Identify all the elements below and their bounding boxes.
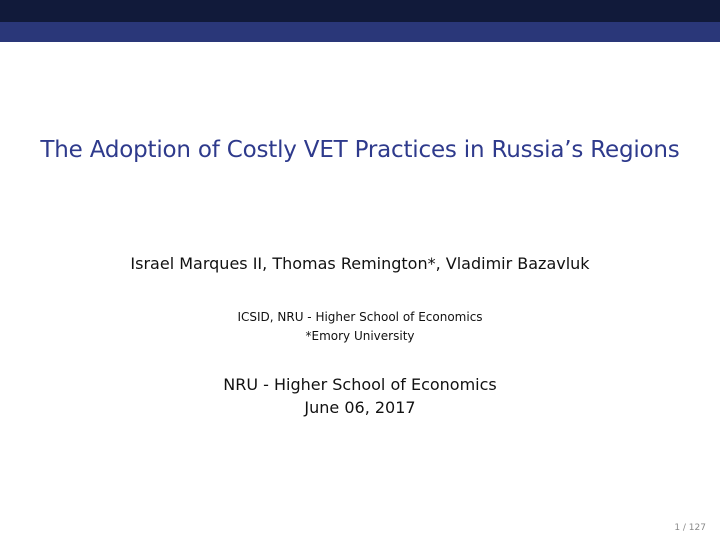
affiliation-line: ICSID, NRU - Higher School of Economics <box>237 310 483 324</box>
affiliations <box>60 308 660 346</box>
institute-block <box>60 373 660 419</box>
institute-name: NRU - Higher School of Economics <box>223 375 497 394</box>
page-number: 1 / 127 <box>674 523 706 533</box>
affiliation-line: *Emory University <box>305 329 415 343</box>
header-bar-top <box>0 0 720 22</box>
presentation-date: June 06, 2017 <box>304 398 416 417</box>
slide-title: The Adoption of Costly VET Practices in Russia’s Regions <box>40 137 680 163</box>
header-bar-bottom <box>0 22 720 42</box>
authors: Israel Marques II, Thomas Remington*, Vladimir Bazavluk <box>130 254 590 273</box>
